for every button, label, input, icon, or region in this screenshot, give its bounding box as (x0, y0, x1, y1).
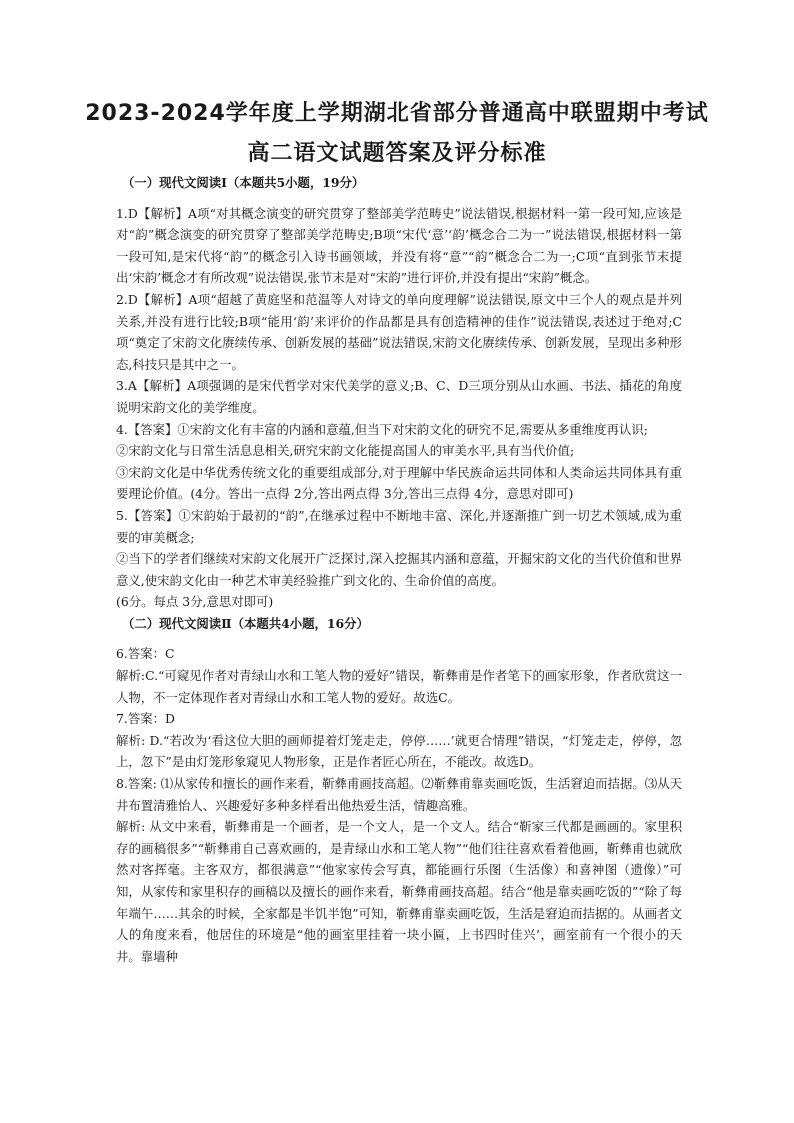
answer-q3: 3.A【解析】A项强调的是宋代哲学对宋代美学的意义;B、C、D三项分别从山水画、书法、插花的角度说明宋韵文化的美学维度。 (116, 378, 682, 415)
analysis-q7: 解析: D.“若改为‘看这位大胆的画师提着灯笼走走，停停……’就更合情理”错误，“灯笼走走，停停，忽上，忽下”是由灯笼形象窥见人物形象，正是作者匠心所在，不能改。故选D。 (116, 732, 682, 770)
answer-q2: 2.D【解析】A项“超越了黄庭坚和范温等人对诗文的单向度理解”说法错误,原文中三个人的观点是并列关系,并没有进行比较;B项“能用‘韵’来评价的作品都是具有创造精神的佳作”说法错误,表述过于绝对;C项“奠定了宋韵文化赓续传承、创新发展的基础”说法错误,宋韵文化赓续传承、创新发展，呈现出多种形态,科技只是其中之一。 (116, 291, 682, 372)
answer-q5-point1: 5.【答案】①宋韵始于最初的“韵”,在继承过程中不断地丰富、深化,并逐渐推广到一切艺术领域,成为重要的审美概念; (116, 507, 682, 545)
answer-q4-point2: ②宋韵文化与日常生活息息相关,研究宋韵文化能提高国人的审美水平,具有当代价值; (116, 443, 575, 459)
document-subtitle: 高二语文试题答案及评分标准 (247, 141, 547, 166)
section-heading-1: （一）现代文阅读Ⅰ（本题共5小题，19分） (122, 175, 365, 190)
analysis-q6: 解析:C.“可窥见作者对青绿山水和工笔人物的爱好”错误，靳彝甫是作者笔下的画家形象，作者欣赏这一人物，不一定体现作者对青绿山水和工笔人物的爱好。故选C。 (116, 668, 682, 705)
answer-q5-scoring: (6分。每点 3分,意思对即可) (116, 594, 274, 610)
section-heading-2: （二）现代文阅读Ⅱ（本题共4小题，16分） (122, 615, 369, 631)
answer-q7: 7.答案：D (116, 711, 175, 727)
analysis-q8: 解析: 从文中来看，靳彝甫是一个画者，是一个文人，是一个文人。结合“靳家三代都是画画的。家里积存的画稿很多”“靳彝甫自己喜欢画的，是青绿山水和工笔人物”“他们往往喜欢看着他画，靳彝甫也就欣然对客挥毫。主客双方，都很满意”“他家家传会写真，都能画行乐图（生活像）和喜神图（遗像）”可知，从家传和家里积存的画稿以及擅长的画作来看，靳彝甫画技高超。结合“他是靠卖画吃饭的”“除了每年端午……其余的时候，全家都是半饥半饱”可知，靳彝甫靠卖画吃饭，生活是窘迫而拮据的。从画者文人的角度来看，他居住的环境是“他的画室里挂着一块小匾，上书四时佳兴’，画室前有一个很小的天井。靠墙种 (116, 819, 682, 964)
answer-q4-point3: ③宋韵文化是中华优秀传统文化的重要组成部分,对于理解中华民族命运共同体和人类命运共同体具有重要理论价值。(4分。答出一点得 2分,答出两点得 3分,答出三点得 4分，意思对即可) (116, 464, 682, 502)
answer-q1: 1.D【解析】A项“对其概念演变的研究贯穿了整部美学范畴史”说法错误,根据材料一第一段可知,应该是对“韵”概念演变的研究贯穿了整部美学范畴史;B项“宋代‘意’‘韵’概念合二为一”说法错误,根据材料一第一段可知,是宋代将“韵”的概念引入诗书画领域，并没有将“意”“韵”概念合二为一;C项“直到张节末提出‘宋韵’概念才有所改观”说法错误,张节末是对“宋韵”进行评价,并没有提出“宋韵”概念。 (116, 205, 682, 286)
answer-q5-point2: ②当下的学者们继续对宋韵文化展开广泛探讨,深入挖掘其内涵和意蕴，开掘宋韵文化的当代价值和世界意义,使宋韵文化由一种艺术审美经验推广到文化的、生命价值的高度。 (116, 551, 682, 588)
answer-q8: 8.答案: ⑴从家传和擅长的画作来看，靳彝甫画技高超。⑵靳彝甫靠卖画吃饭，生活窘迫而拮据。⑶从天井布置清雅怡人、兴趣爱好多种多样看出他热爱生活，情趣高雅。 (116, 776, 682, 813)
answer-q6: 6.答案：C (116, 646, 175, 662)
answer-content (116, 172, 682, 967)
document-title: 2023-2024学年度上学期湖北省部分普通高中联盟期中考试 (85, 101, 709, 126)
answer-q4-point1: 4.【答案】①宋韵文化有丰富的内涵和意蕴,但当下对宋韵文化的研究不足,需要从多重维度再认识; (116, 421, 648, 437)
